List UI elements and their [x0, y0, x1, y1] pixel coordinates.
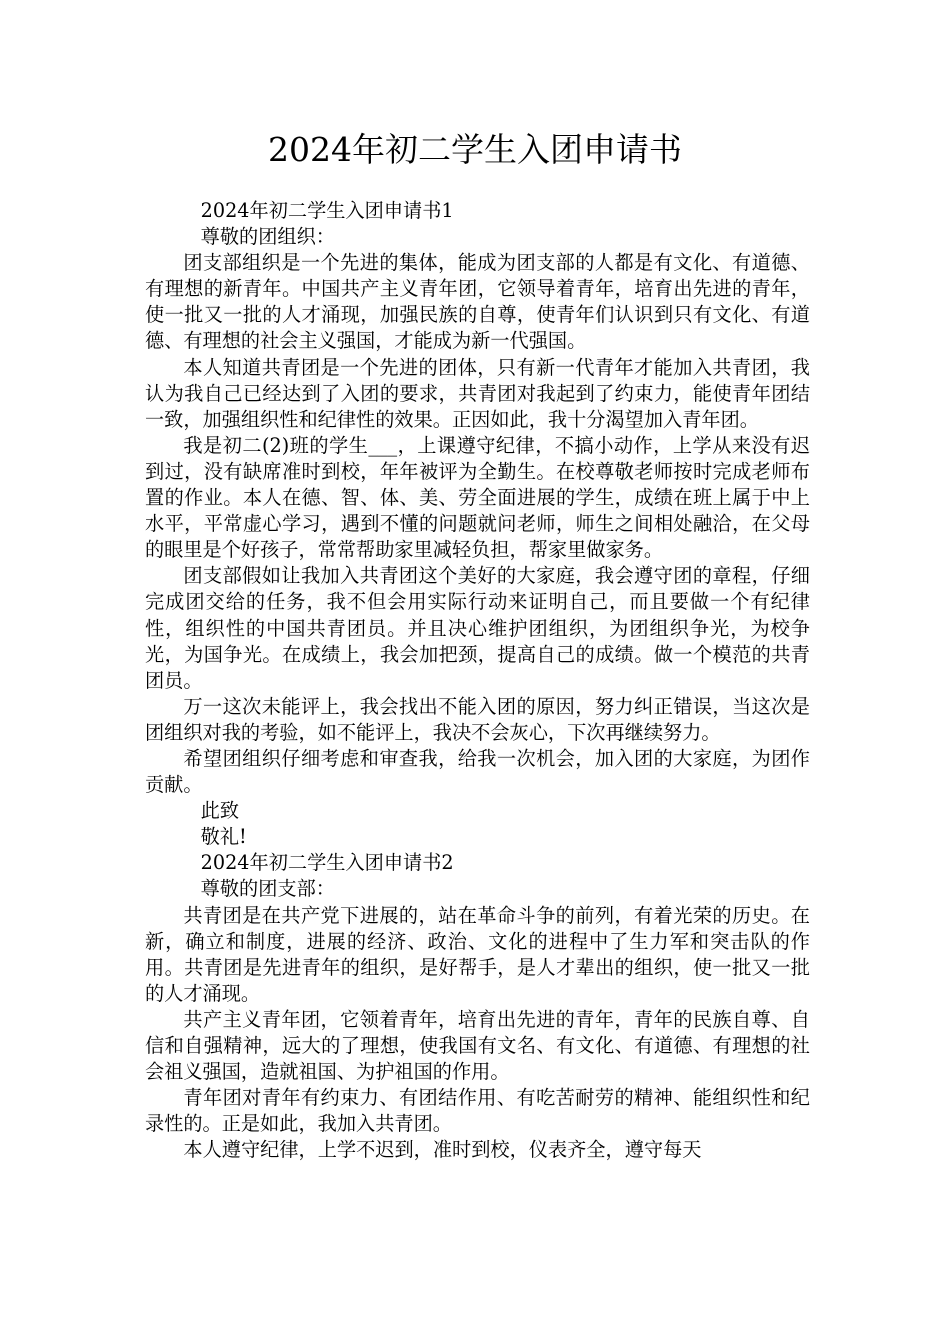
document-paragraph: 共青团是在共产党下进展的，站在革命斗争的前列，有着光荣的历史。在新，确立和制度，进展的经济、政治、文化的进程中了生力军和突击队的作用。共青团是先进青年的组织，是好帮手，是人才辈出的组织，使一批又一批的人才涌现。	[145, 903, 810, 1005]
document-paragraph: 本人知道共青团是一个先进的团体，只有新一代青年才能加入共青团，我认为我自己已经达到了入团的要求，共青团对我起到了约束力，能使青年团结一致，加强组织性和纪律性的效果。正因如此，我十分渴望加入青年团。	[145, 355, 810, 431]
document-paragraph: 万一这次未能评上，我会找出不能入团的原因，努力纠正错误，当这次是团组织对我的考验，如不能评上，我决不会灰心，下次再继续努力。	[145, 694, 810, 744]
document-line: 尊敬的团支部：	[200, 877, 335, 901]
document-paragraph: 希望团组织仔细考虑和审查我，给我一次机会，加入团的大家庭，为团作贡献。	[145, 746, 810, 797]
document-paragraph: 团支部组织是一个先进的集体，能成为团支部的人都是有文化、有道德、有理想的新青年。中国共产主义青年团，它领导着青年，培育出先进的青年，使一批又一批的人才涌现，加强民族的自尊，使青年们认识到只有文化、有道德、有理想的社会主义强国，才能成为新一代强国。	[145, 251, 810, 353]
document-paragraph: 团支部假如让我加入共青团这个美好的大家庭，我会遵守团的章程，仔细完成团交给的任务，我不但会用实际行动来证明自己，而且要做一个有纪律性，组织性的中国共青团员。并且决心维护团组织，为团组织争光，为校争光，为国争光。在成绩上，我会加把颈，提高自己的成绩。做一个模范的共青团员。	[145, 564, 810, 692]
document-line: 尊敬的团组织：	[200, 225, 335, 249]
document-paragraph: 青年团对青年有约束力、有团结作用、有吃苦耐劳的精神、能组织性和纪录性的。正是如此，我加入共青团。	[145, 1086, 810, 1136]
document-title: 2024年初二学生入团申请书	[268, 130, 682, 169]
document-paragraph: 我是初二(2)班的学生___，上课遵守纪律，不搞小动作，上学从来没有迟到过，没有缺席准时到校，年年被评为全勤生。在校尊敬老师按时完成老师布置的作业。本人在德、智、体、美、劳全面进展的学生，成绩在班上属于中上水平，平常虚心学习，遇到不懂的问题就问老师，师生之间相处融洽，在父母的眼里是个好孩子，常常帮助家里减轻负担，帮家里做家务。	[145, 433, 810, 562]
document-line: 敬礼!	[200, 825, 247, 849]
document-line: 2024年初二学生入团申请书2	[200, 851, 454, 875]
document-paragraph: 本人遵守纪律，上学不迟到，准时到校，仪表齐全，遵守每天	[183, 1138, 702, 1162]
document-body	[145, 198, 810, 1163]
document-line: 此致	[200, 799, 240, 823]
document-paragraph: 共产主义青年团，它领着青年，培育出先进的青年，青年的民族自尊、自信和自强精神，远大的了理想，使我国有文名、有文化、有道德、有理想的社会祖义强国，造就祖国、为护祖国的作用。	[145, 1007, 810, 1084]
document-line: 2024年初二学生入团申请书1	[200, 199, 454, 222]
